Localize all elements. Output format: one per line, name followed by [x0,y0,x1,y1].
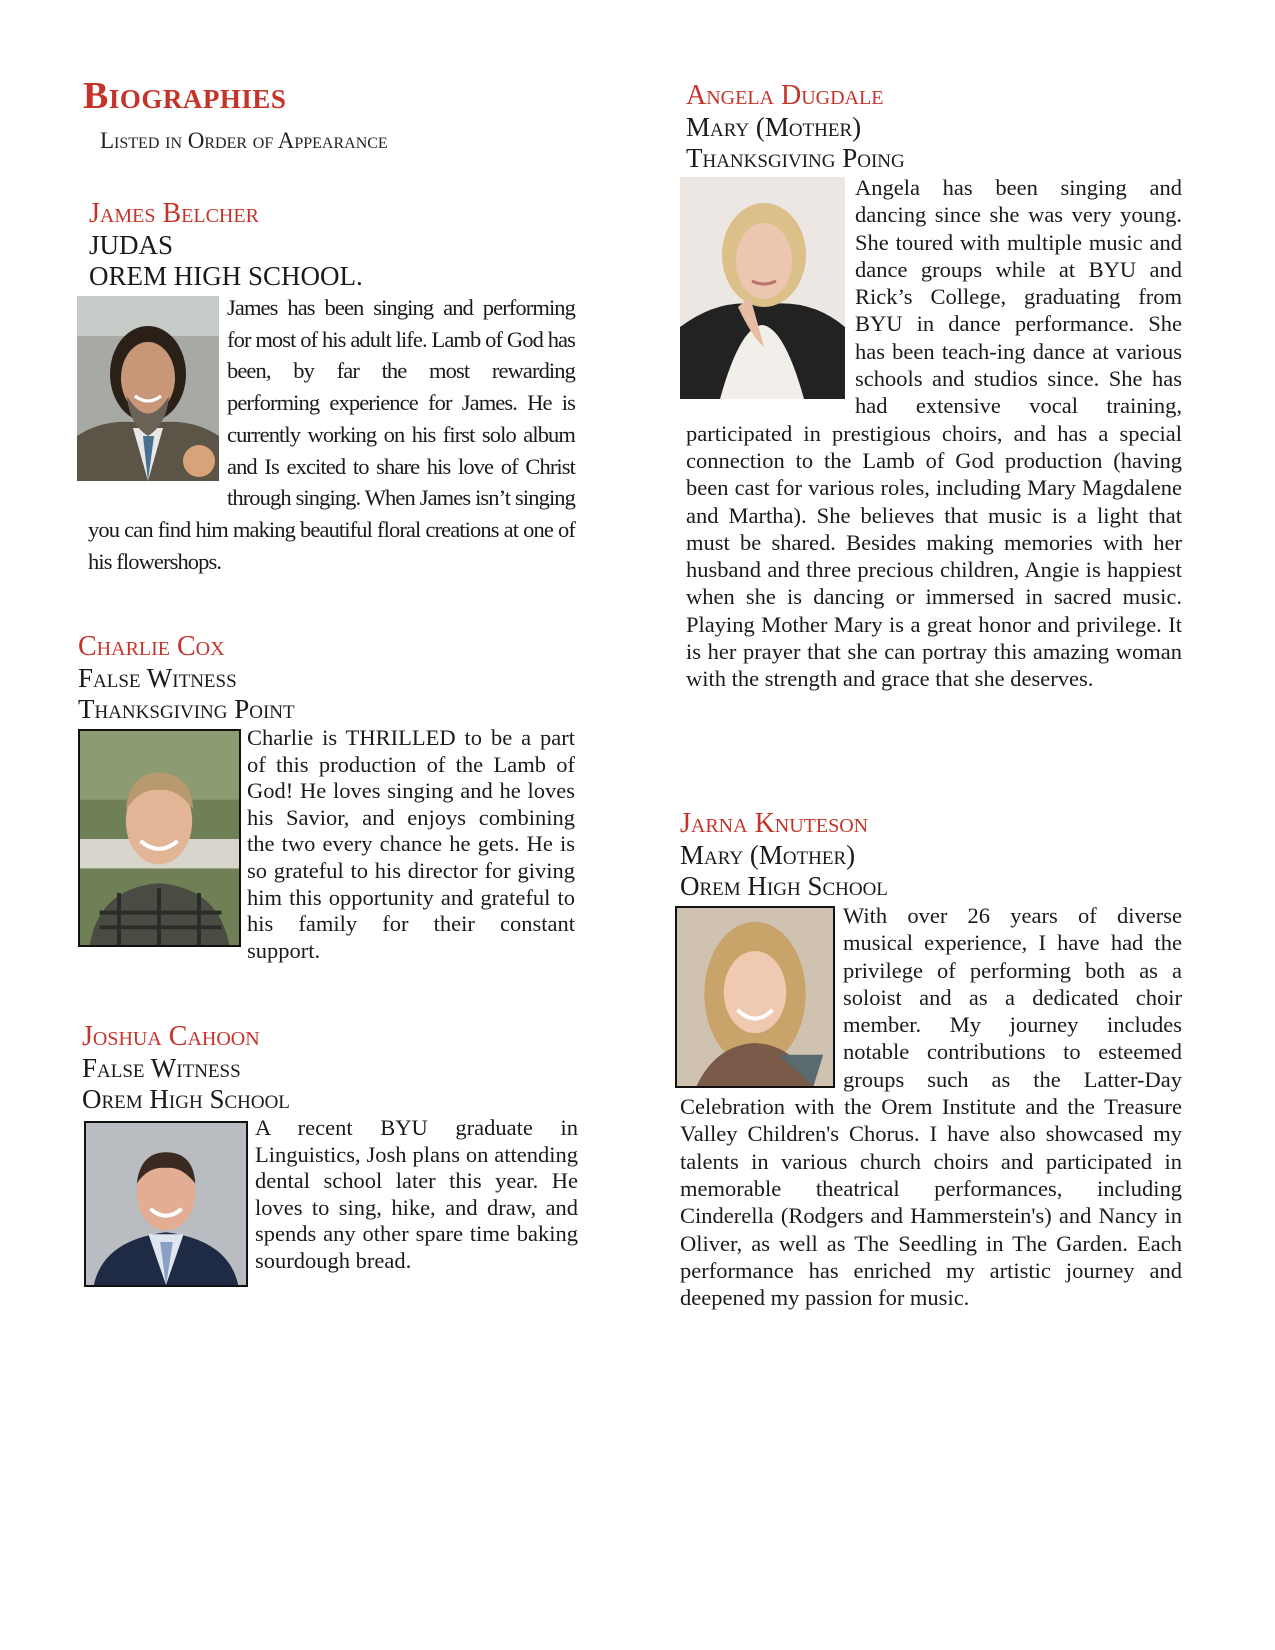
bio-name: Charlie Cox [78,631,225,662]
bio-jarna-knuteson [680,808,1182,1311]
page-subtitle: Listed in Order of Appearance [100,128,388,153]
bio-text: Charlie is THRILLED to be a part of this production of the Lamb of God! He loves singing and he loves his Savior, and enjoys combining the two every chance he gets. He is so grateful to his director for giving him this opportunity and grateful to his family for their constant support. [247,725,575,963]
bio-venue: Orem High School [82,1084,290,1114]
bio-name: Angela Dugdale [686,80,884,111]
bio-text: A recent BYU graduate in Linguistics, Josh plans on attending dental school later this year. He loves to sing, hike, and draw, and spends any other spare time baking sourdough bread. [255,1115,578,1273]
bio-role: Mary (Mother) [680,840,856,870]
bio-role: False Witness [78,663,237,693]
bio-venue: OREM HIGH SCHOOL. [89,261,363,291]
headshot-photo [77,296,219,481]
bio-venue: Thanksgiving Poing [686,143,905,173]
headshot-photo [84,1121,248,1287]
headshot-photo [680,177,845,399]
bio-name: James Belcher [89,198,259,229]
bio-role: JUDAS [89,230,174,260]
bio-charlie-cox [78,631,575,964]
bio-name: Joshua Cahoon [82,1021,260,1052]
bio-text: With over 26 years of diverse musical experience, I have had the privilege of performing both as a soloist and as a dedicated choir member. My journey includes notable contributions to esteemed groups such as the Latter-Day Celebration with the Orem Institute and the Treasure Valley Children's Chorus. I have also showcased my talents in various church choirs and participated in memorable theatrical performances, including Cinderella (Rodgers and Hammerstein's) and Nancy in Oliver, as well as The Seedling in The Garden. Each performance has enriched my artistic journey and deepened my passion for music. [680,903,1182,1311]
bio-james-belcher [77,198,575,577]
bio-joshua-cahoon [82,1021,578,1291]
bio-text: Angela has been singing and dancing since she was very young. She toured with multiple music and dance groups while at BYU and Rick’s College, graduating from BYU in dance performance. She has been teach-ing dance at various schools and studios since. She has had extensive vocal training, participated in prestigious choirs, and has a special connection to the Lamb of God production (having been cast for various roles, including Mary Magdalene and Martha). She believes that music is a light that must be shared. Besides making memories with her husband and three precious children, Angie is happiest when she is dancing or immersed in sacred music. Playing Mother Mary is a great honor and privilege. It is her prayer that she can portray this amazing woman with the strength and grace that she deserves. [686,175,1182,692]
bio-name: Jarna Knuteson [680,808,869,839]
headshot-photo [78,729,241,947]
bio-angela-dugdale [686,80,1182,693]
bio-role: False Witness [82,1053,241,1083]
bio-text: James has been singing and performing for most of his adult life. Lamb of God has been, by far the most rewarding performing experience for James. He is currently working on his first solo album and Is excited to share his love of Christ through singing. When James isn’t singing you can find him making beautiful floral creations at one of his flowershops. [88,295,575,574]
bio-role: Mary (Mother) [686,112,862,142]
bio-venue: Thanksgiving Point [78,694,295,724]
headshot-photo [675,906,835,1088]
bio-venue: Orem High School [680,871,888,901]
page-title: Biographies [83,75,287,117]
